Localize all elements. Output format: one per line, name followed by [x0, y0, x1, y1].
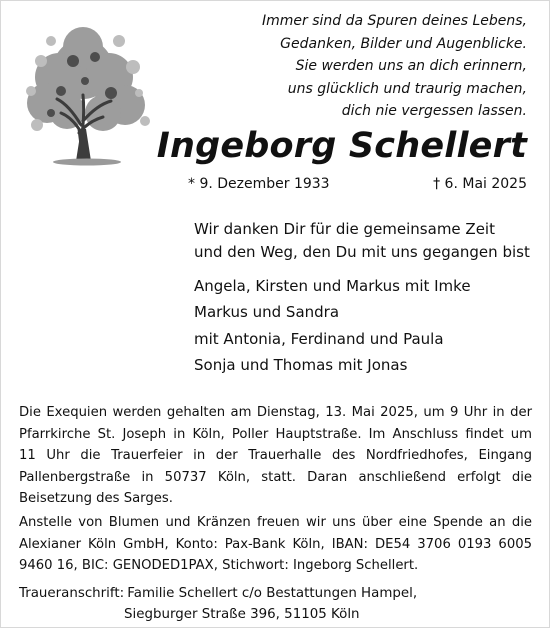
donation-paragraph: [19, 512, 532, 577]
poem-line: dich nie vergessen lassen.: [341, 103, 527, 120]
family-line: Sonja und Thomas mit Jonas: [194, 356, 408, 375]
family-list: [194, 273, 471, 379]
poem-line: uns glücklich und traurig machen,: [287, 80, 527, 97]
exequien-paragraph: [19, 402, 532, 510]
deceased-name: Ingeborg Schellert: [156, 126, 527, 166]
family-line: Angela, Kirsten und Markus mit Imke: [194, 277, 471, 295]
thanks-line: und den Weg, den Du mit uns gegangen bist: [194, 242, 530, 261]
poem-line: Gedanken, Bilder und Augenblicke.: [280, 35, 527, 52]
mourning-address: [19, 583, 417, 626]
address-label: Traueranschrift:: [19, 586, 125, 601]
paragraph-line: Alexianer Köln GmbH, Konto: Pax-Bank Köln, IBAN: DE54 3706 0193 6005: [19, 536, 532, 552]
birth-date: * 9. Dezember 1933: [188, 176, 330, 192]
family-line: Markus und Sandra: [194, 303, 340, 322]
paragraph-line: Pallenbergstraße in 50737 Köln, statt. Daran anschließend erfolgt die: [19, 469, 532, 485]
thanks-line: Wir danken Dir für die gemeinsame Zeit: [194, 220, 495, 238]
address-line-2: Siegburger Straße 396, 51105 Köln: [124, 607, 360, 623]
paragraph-line: 9460 16, BIC: GENODED1PAX, Stichwort: Ingeborg Schellert.: [19, 558, 419, 574]
family-line: mit Antonia, Ferdinand und Paula: [194, 329, 444, 348]
death-date: † 6. Mai 2025: [433, 176, 527, 192]
paragraph-line: Die Exequien werden gehalten am Dienstag, 13. Mai 2025, um 9 Uhr in der: [19, 405, 532, 420]
tree-illustration: [21, 21, 156, 171]
poem-line: Immer sind da Spuren deines Lebens,: [261, 13, 527, 29]
thanks-text: [194, 218, 530, 263]
paragraph-line: Anstelle von Blumen und Kränzen freuen wir uns über eine Spende an die: [19, 515, 532, 530]
paragraph-line: 11 Uhr die Trauerfeier in der Trauerhalle des Nordfriedhofes, Eingang: [19, 448, 532, 464]
poem: [227, 10, 527, 123]
address-line-1: Familie Schellert c/o Bestattungen Hampel,: [127, 586, 418, 601]
paragraph-line: Pfarrkirche St. Joseph in Köln, Poller Hauptstraße. Im Anschluss findet um: [19, 426, 532, 442]
paragraph-line: Beisetzung des Sarges.: [19, 491, 173, 507]
poem-line: Sie werden uns an dich erinnern,: [295, 58, 527, 75]
